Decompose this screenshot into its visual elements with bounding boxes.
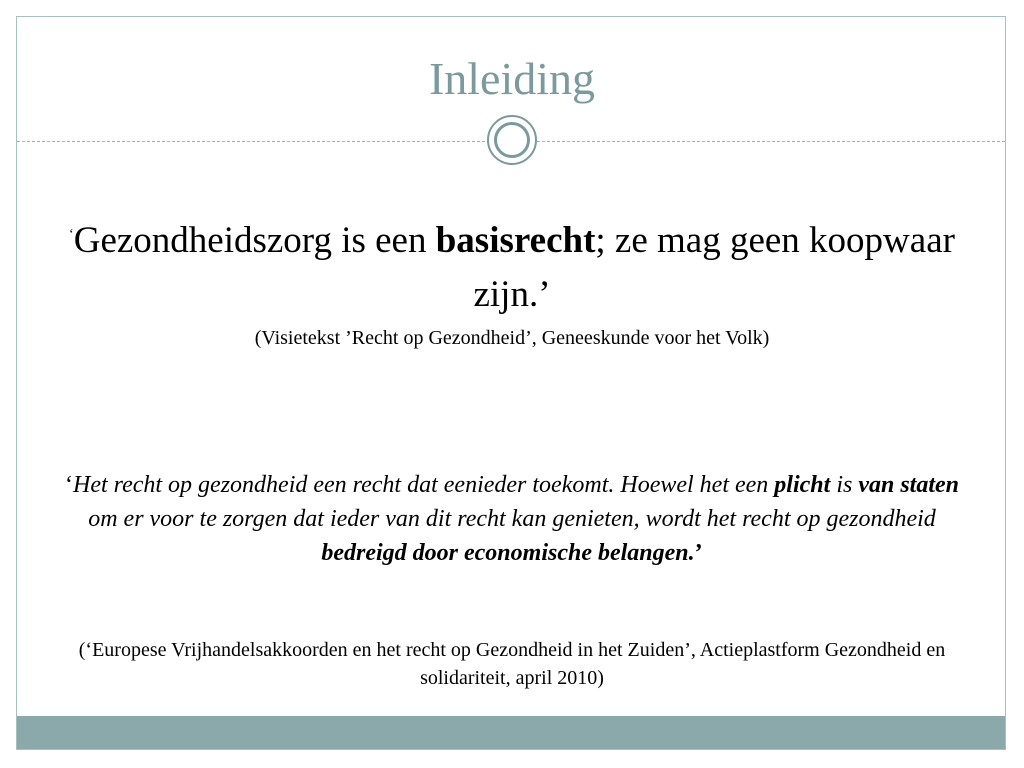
quote1-open-mark: ‘	[69, 227, 74, 242]
quote-basisrecht	[40, 208, 984, 322]
quote1-text-after: ; ze mag geen koopwaar zijn.’	[473, 220, 955, 315]
quote2-open-mark: ‘	[64, 472, 73, 498]
quote2-part3: om er voor te zorgen dat ieder van dit recht kan genieten, wordt het recht op gezondheid	[88, 506, 936, 532]
quote2-close-mark: ’	[694, 540, 703, 566]
citation-visietekst: (Visietekst ’Recht op Gezondheid’, Geneeskunde voor het Volk)	[254, 327, 770, 349]
quote1-text-before: Gezondheidszorg is een	[73, 220, 436, 261]
slide-title: Inleiding	[428, 53, 596, 104]
quote2-part1: Het recht op gezondheid een recht dat eenieder toekomt. Hoewel het een	[72, 472, 775, 498]
quote2-part2: is	[830, 472, 859, 498]
quote2-bold-bedreigd: bedreigd door economische belangen.	[321, 540, 695, 566]
quote-recht-op-gezondheid	[52, 468, 972, 570]
footer-bar	[17, 716, 1005, 749]
citation-vrijhandelsakkoorden: (‘Europese Vrijhandelsakkoorden en het recht op Gezondheid in het Zuiden’, Actieplastform Gezondheid en solidariteit, april 2010)	[78, 639, 946, 689]
quote2-bold-plicht: plicht	[774, 472, 831, 498]
circle-ornament-icon	[487, 115, 537, 165]
quote2-bold-van-staten: van staten	[858, 472, 960, 498]
quote1-bold: basisrecht	[435, 220, 596, 261]
